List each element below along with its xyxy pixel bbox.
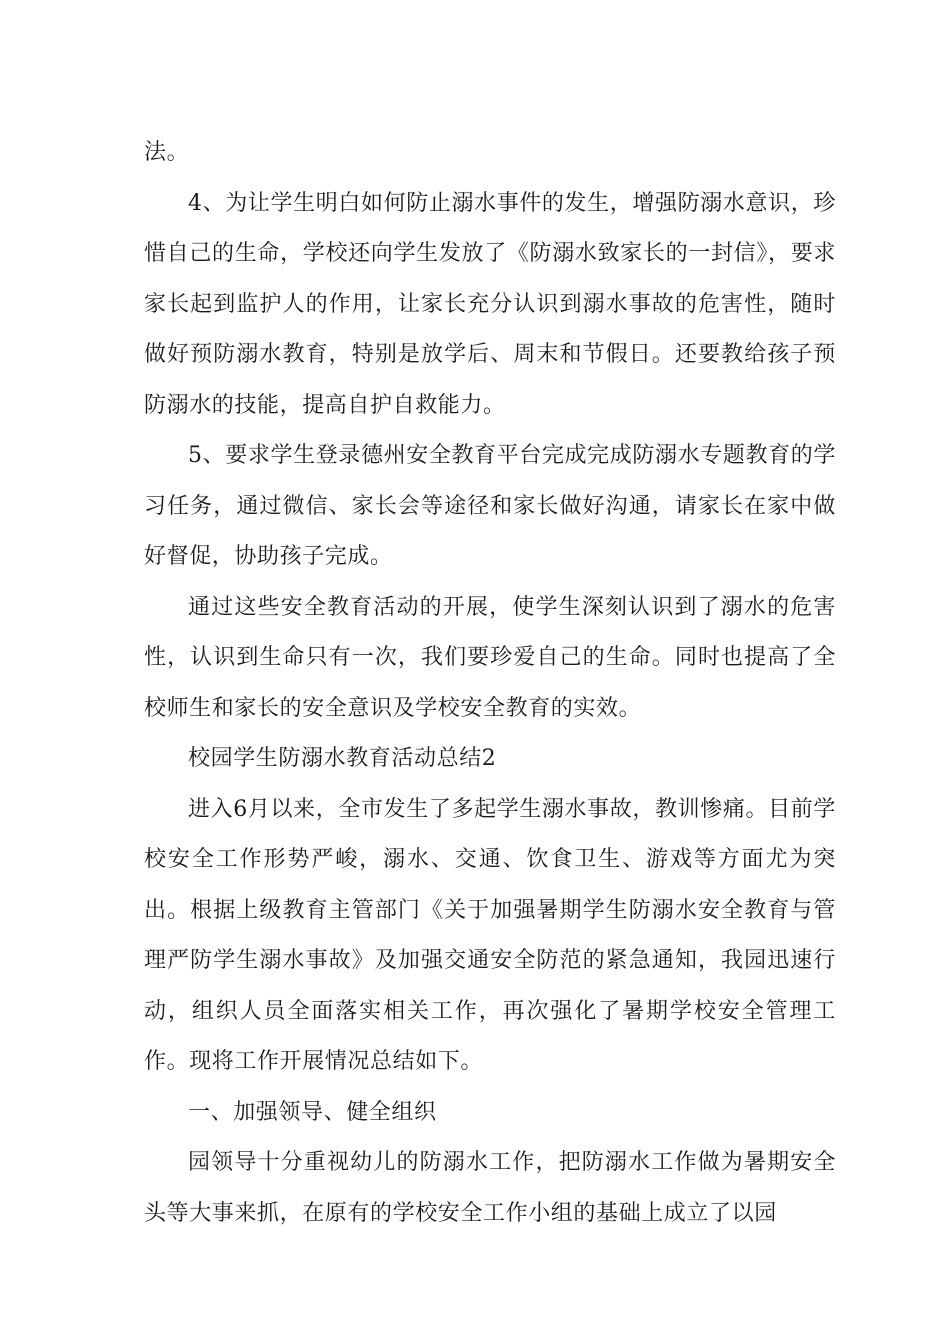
paragraph-intro: 进入6月以来，全市发生了多起学生溺水事故，教训惨痛。目前学校安全工作形势严峻，溺水、交通、饮食卫生、游戏等方面尤为突出。根据上级教育主管部门《关于加强暑期学生防溺水安全教育与管理严防学生溺水事故》及加强交通安全防范的紧急通知，我园迅速行动，组织人员全面落实相关工作，再次强化了暑期学校安全管理工作。现将工作开展情况总结如下。	[144, 796, 836, 1074]
section-title: 校园学生防溺水教育活动总结2	[188, 746, 497, 771]
paragraph-continuation: 法。	[144, 140, 190, 165]
paragraph-item-5: 5、要求学生登录德州安全教育平台完成完成防溺水专题教育的学习任务，通过微信、家长会等途径和家长做好沟通，请家长在家中做好督促，协助孩子完成。	[144, 443, 836, 569]
paragraph-leadership: 园领导十分重视幼儿的防溺水工作，把防溺水工作做为暑期安全头等大事来抓，在原有的学校安全工作小组的基础上成立了以园	[144, 1150, 836, 1226]
paragraph-item-4: 4、为让学生明白如何防止溺水事件的发生，增强防溺水意识，珍惜自己的生命，学校还向学生发放了《防溺水致家长的一封信》，要求家长起到监护人的作用，让家长充分认识到溺水事故的危害性，随时做好预防溺水教育，特别是放学后、周末和节假日。还要教给孩子预防溺水的技能，提高自护自救能力。	[144, 190, 836, 418]
section-heading: 一、加强领导、健全组织	[188, 1099, 437, 1125]
paragraph-summary: 通过这些安全教育活动的开展，使学生深刻认识到了溺水的危害性，认识到生命只有一次，我们要珍爱自己的生命。同时也提高了全校师生和家长的安全意识及学校安全教育的实效。	[144, 594, 836, 721]
document-page	[144, 128, 836, 1239]
